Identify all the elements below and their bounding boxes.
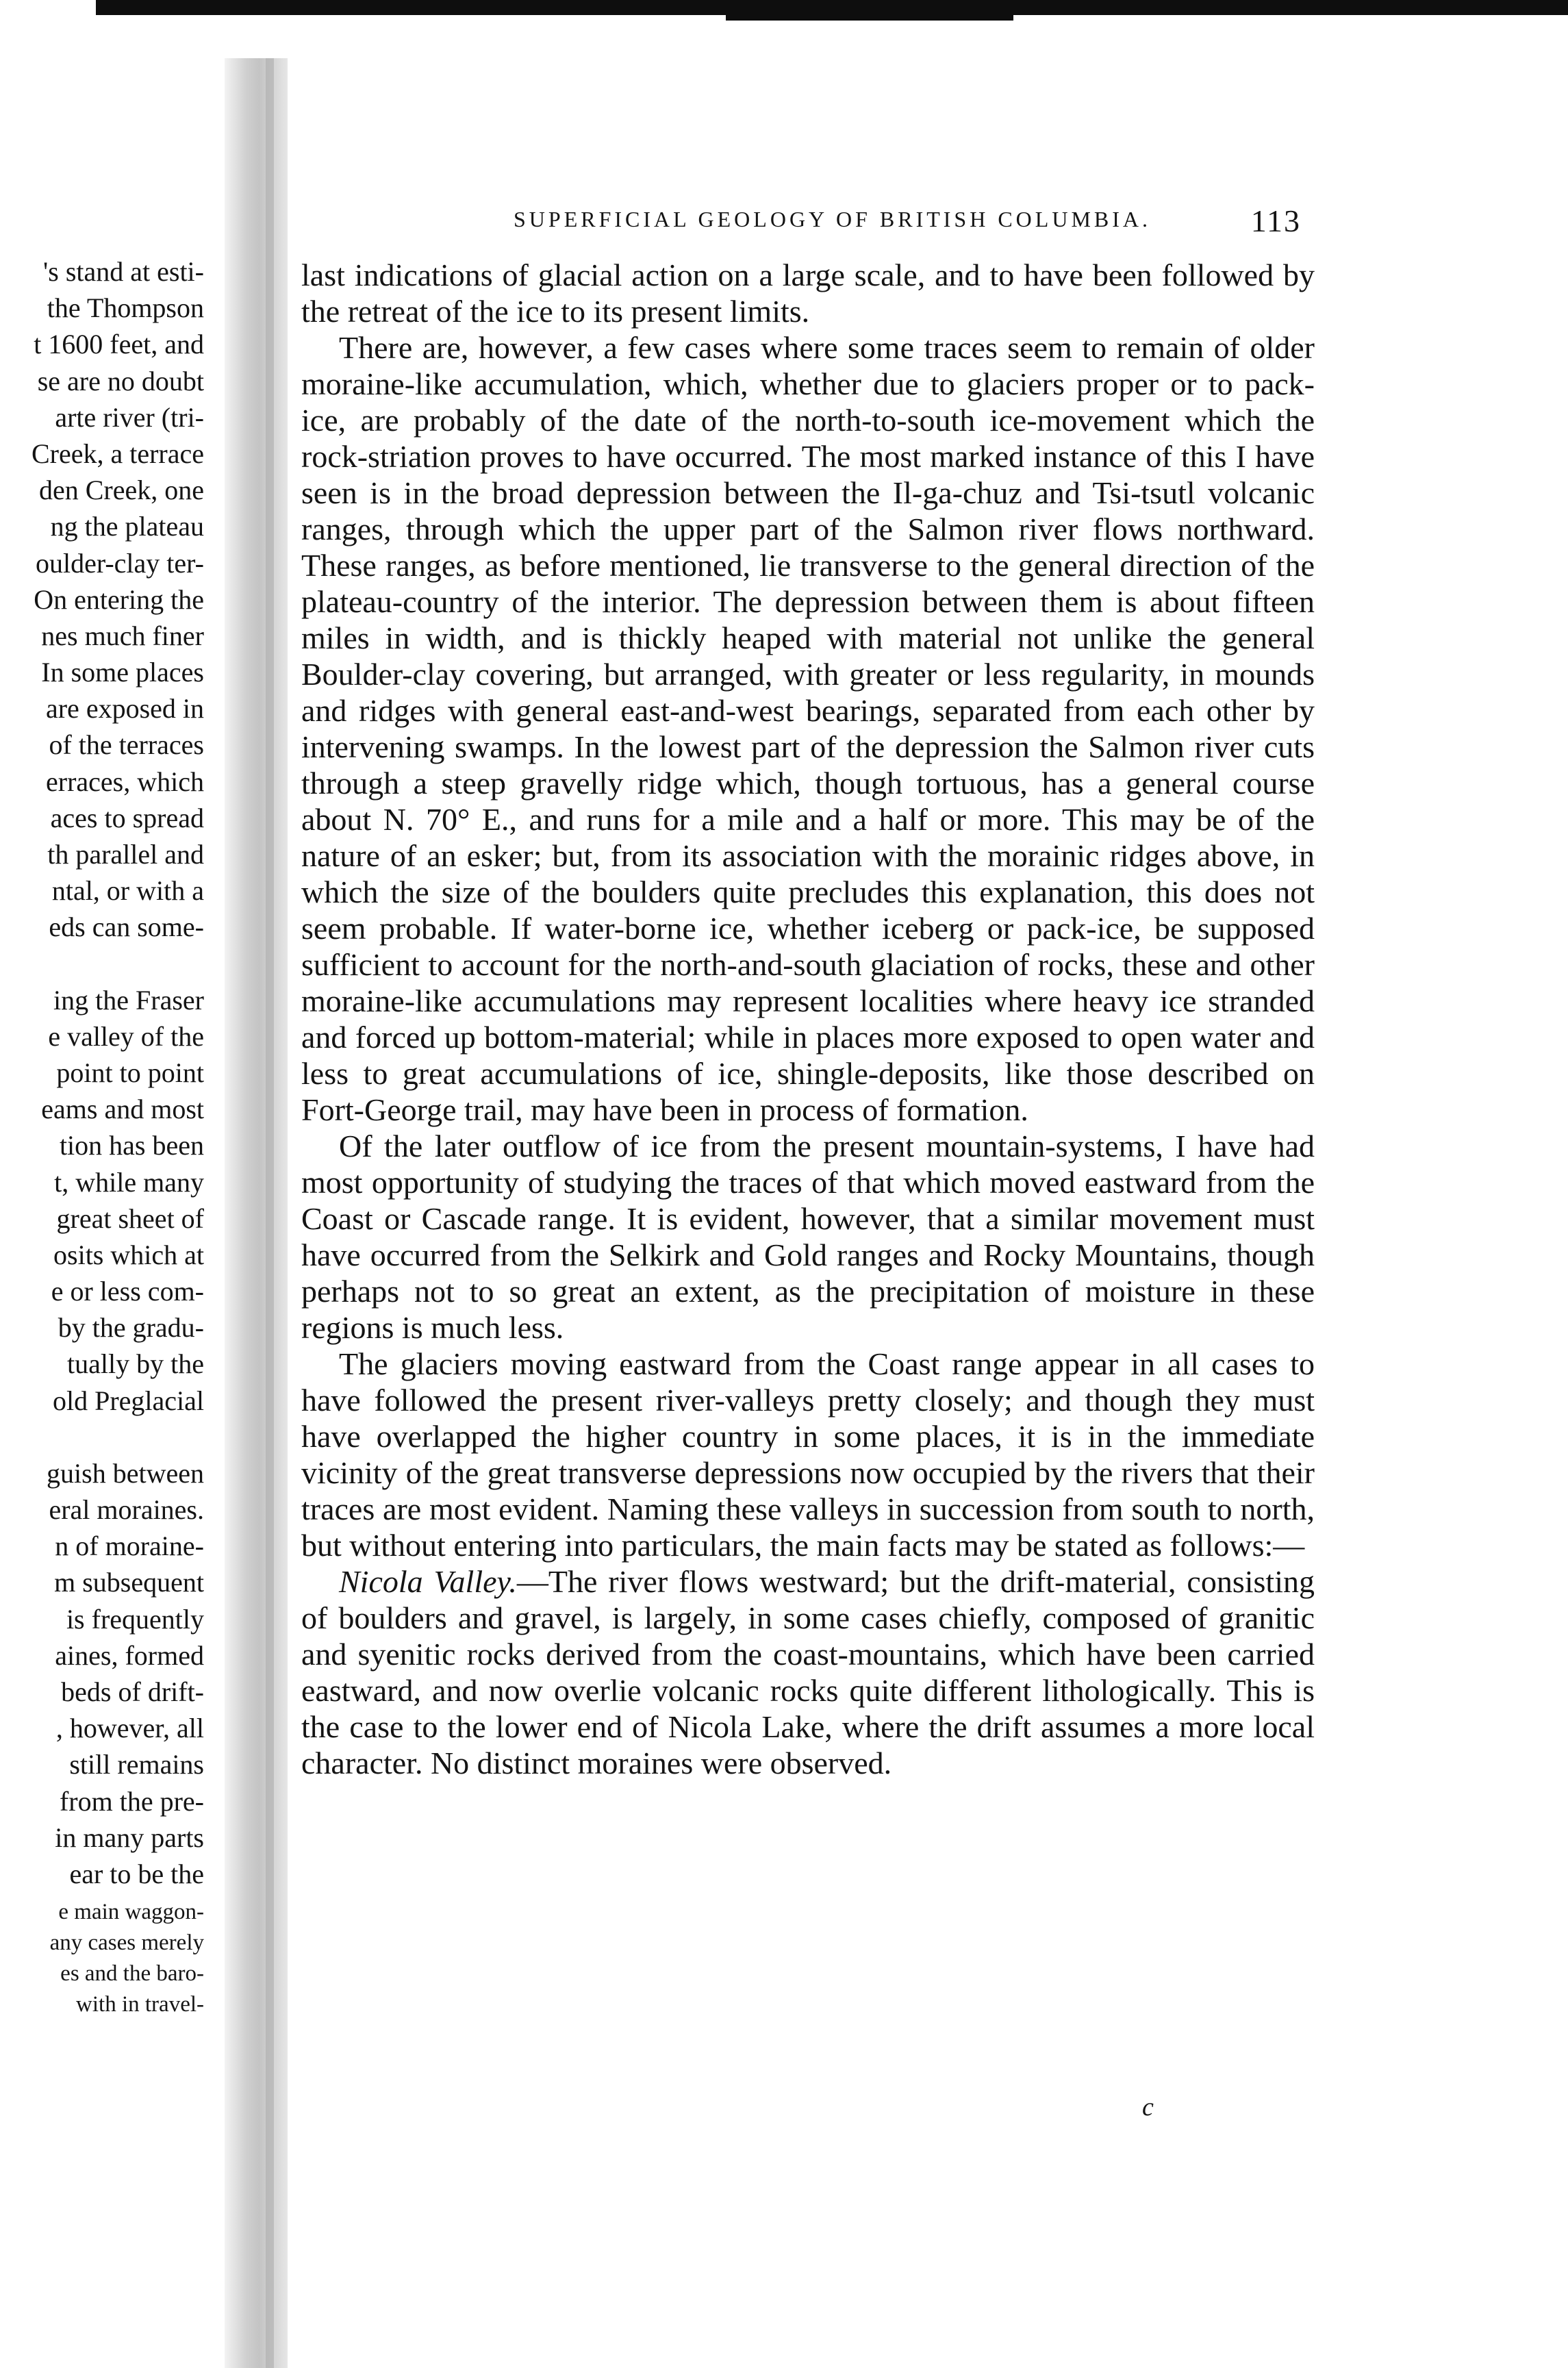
facing-page-line: ntal, or with a: [51, 875, 204, 907]
facing-page-line: ng the plateau: [50, 511, 204, 542]
paragraph: [301, 329, 1315, 1128]
facing-page-line: eds can some-: [49, 911, 204, 943]
facing-page-line: t, while many: [54, 1166, 204, 1198]
facing-page-line: 's stand at esti-: [43, 256, 204, 287]
facing-page-line: ing the Fraser: [53, 984, 204, 1016]
facing-page-line: beds of drift-: [61, 1676, 204, 1707]
paragraph-text: The glaciers moving eastward from the Coast range appear in all cases to have followed the present river-valleys pretty closely; and though they must have overlapped the higher country in some places, it is in the immediate vicinity of the great transverse depressions now occupied by the rivers that their traces are most evident. Naming these valleys in succession from south to north, but without entering into particulars, the main facts may be stated as follows:—: [301, 1346, 1315, 1563]
facing-page-line: oulder-clay ter-: [35, 547, 204, 579]
facing-page-line: th parallel and: [47, 839, 204, 870]
facing-page-line: erraces, which: [46, 766, 204, 797]
facing-page-line: aces to spread: [50, 802, 204, 833]
facing-page-line: point to point: [56, 1057, 204, 1088]
facing-page-line: old Preglacial: [52, 1385, 204, 1416]
page-number: 113: [1250, 203, 1301, 238]
facing-page-line: osits which at: [53, 1239, 204, 1270]
section-heading: Nicola Valley.: [339, 1564, 517, 1599]
facing-page-line: is frequently: [66, 1603, 204, 1635]
paragraph-text: last indications of glacial action on a large scale, and to have been followed by the retreat of the ice to its present limits.: [301, 257, 1315, 329]
facing-page-block-2: [0, 982, 204, 1419]
facing-page-line: are exposed in: [45, 693, 204, 725]
facing-page-block-3: [0, 1455, 204, 1892]
facing-page-line: e or less com-: [51, 1276, 204, 1307]
paragraph: [301, 257, 1315, 329]
paragraph-text: —The river flows westward; but the drift-material, consisting of boulders and gravel, is largely, in some cases chiefly, composed of granitic and syenitic rocks derived from the coast-mountains, which have been carried eastward, and now overlie volcanic rocks quite different lithologically. This is the case to the lower end of Nicola Lake, where the drift assumes a more local character. No distinct moraines were observed.: [301, 1564, 1315, 1780]
facing-page-line: by the gradu-: [58, 1312, 204, 1344]
facing-page-line: of the terraces: [49, 729, 204, 761]
facing-page-block-1: [0, 253, 204, 946]
scan-top-border-cap: [726, 0, 1013, 21]
book-gutter-shadow: [225, 58, 288, 2368]
facing-page-footnote: [0, 1897, 204, 2020]
facing-page-line: den Creek, one: [38, 475, 204, 506]
facing-page-line: the Thompson: [47, 292, 204, 324]
facing-page-line: eral moraines.: [49, 1494, 204, 1525]
facing-page-line: aines, formed: [55, 1639, 204, 1671]
facing-page-line: e main waggon-: [58, 1900, 204, 1924]
facing-page-line: ear to be the: [69, 1858, 204, 1889]
facing-page-line: e valley of the: [48, 1020, 204, 1052]
facing-page-line: In some places: [41, 657, 204, 688]
facing-page-line: arte river (tri-: [55, 401, 204, 433]
facing-page-line: great sheet of: [56, 1202, 204, 1234]
book-gutter-edge: [266, 58, 274, 2368]
facing-page-line: On entering the: [34, 583, 204, 615]
facing-page-line: from the pre-: [59, 1785, 204, 1817]
facing-page-line: Creek, a terrace: [31, 438, 204, 469]
facing-page-line: es and the baro-: [60, 1961, 204, 1986]
facing-page-line: nes much finer: [41, 620, 204, 651]
facing-page-line: with in travel-: [76, 1992, 204, 2017]
facing-page-line: tually by the: [67, 1348, 204, 1380]
facing-page-line: eams and most: [41, 1094, 204, 1125]
facing-page-line: se are no doubt: [37, 365, 204, 396]
facing-page-line: guish between: [47, 1457, 204, 1489]
paragraph: [301, 1128, 1315, 1346]
facing-page-line: t 1600 feet, and: [34, 329, 204, 360]
facing-page-line: n of moraine-: [55, 1531, 204, 1562]
paragraph-text: Of the later outflow of ice from the present mountain-systems, I have had most opportunity of studying the traces of that which moved eastward from the Coast or Cascade range. It is evident, however, that a similar movement must have occurred from the Selkirk and Gold ranges and Rocky Mountains, though perhaps not to so great an extent, as the precipitation of moisture in these regions is much less.: [301, 1129, 1315, 1345]
facing-page-line: still remains: [69, 1749, 204, 1780]
facing-page-line: in many parts: [55, 1822, 204, 1853]
facing-page-line: m subsequent: [54, 1567, 204, 1598]
facing-page-line: tion has been: [59, 1130, 204, 1161]
facing-page-line: , however, all: [55, 1713, 204, 1744]
paragraph: [301, 1346, 1315, 1563]
running-title: SUPERFICIAL GEOLOGY OF BRITISH COLUMBIA.: [514, 207, 1151, 231]
page-body: [301, 257, 1315, 1781]
facing-page-text: [0, 253, 204, 1892]
signature-mark: c: [1142, 2093, 1154, 2121]
paragraph: [301, 1563, 1315, 1781]
paragraph-text: There are, however, a few cases where some traces seem to remain of older moraine-like accumulation, which, whether due to glaciers proper or to pack-ice, are probably of the date of the north-to-south ice-movement which the rock-striation proves to have occurred. The most marked instance of this I have seen is in the broad depression between the Il-ga-chuz and Tsi-tsutl volcanic ranges, through which the upper part of the Salmon river flows northward. These ranges, as before mentioned, lie transverse to the general direction of the plateau-country of the interior. The depression between them is about fifteen miles in width, and is thickly heaped with material not unlike the general Boulder-clay covering, but arranged, with greater or less regularity, in mounds and ridges with general east-and-west bearings, separated from each other by intervening swamps. In the lowest part of the depression the Salmon river cuts through a steep gravelly ridge which, though tortuous, has a general course about N. 70° E., and runs for a mile and a half or more. This may be of the nature of an esker; but, from its association with the morainic ridges above, in which the size of the boulders quite precludes this explanation, this does not seem probable. If water-borne ice, whether iceberg or pack-ice, be supposed sufficient to account for the north-and-south glaciation of rocks, these and other moraine-like accumulations may represent localities where heavy ice stranded and forced up bottom-material; while in places more exposed to open water and less to great accumulations of ice, shingle-deposits, like those described on Fort-George trail, may have been in process of formation.: [301, 330, 1315, 1127]
running-head: [493, 203, 1301, 237]
facing-page-line: any cases merely: [49, 1930, 204, 1955]
